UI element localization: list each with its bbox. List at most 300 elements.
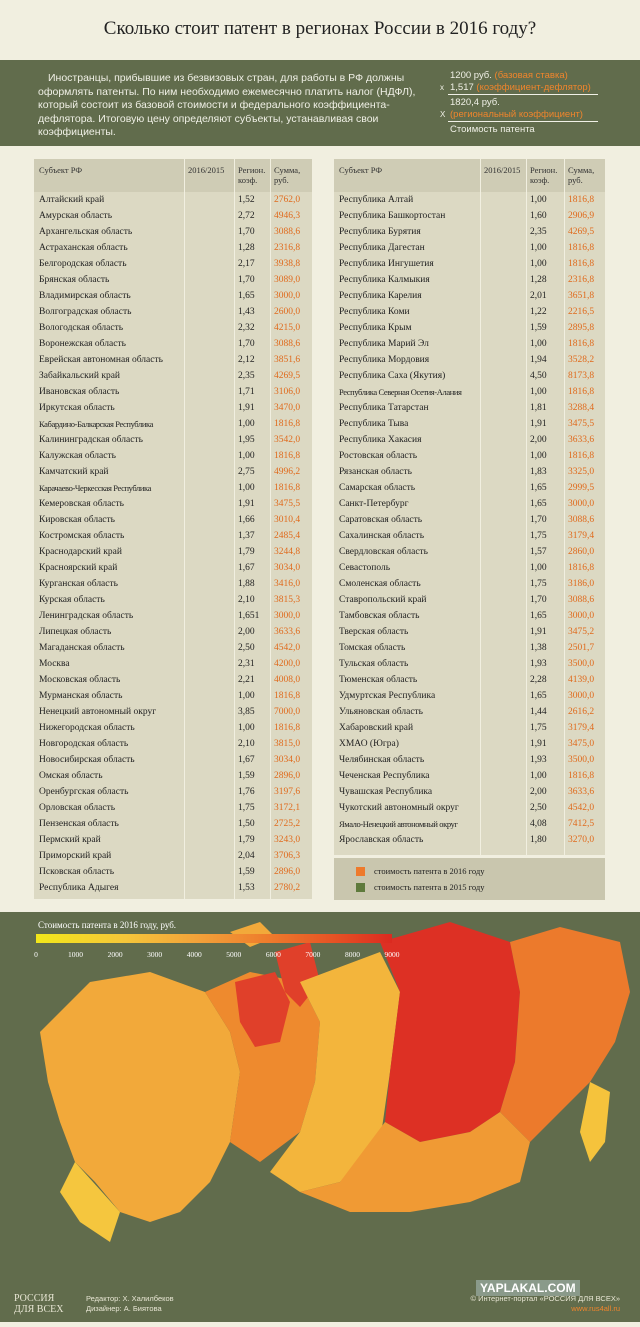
legend-item-2016	[356, 866, 484, 876]
region-coef: 1,52	[238, 195, 255, 205]
region-coef: 1,00	[530, 339, 547, 349]
region-coef: 1,66	[238, 515, 255, 525]
region-name: Республика Ингушетия	[339, 259, 434, 269]
region-name: Тульская область	[339, 659, 409, 669]
multiply-op-2: X	[440, 110, 446, 119]
region-name: Тверская область	[339, 627, 409, 637]
region-coef: 1,79	[238, 547, 255, 557]
region-sum: 3706,3	[274, 851, 301, 861]
scale-tick-label: 6000	[265, 950, 281, 959]
region-name: Ненецкий автономный округ	[39, 707, 157, 717]
region-name: Ярославская область	[339, 835, 424, 845]
region-name: Кемеровская область	[39, 499, 125, 509]
region-sum: 4215,0	[274, 323, 301, 333]
region-coef: 1,91	[530, 739, 547, 749]
region-name: Ленинградская область	[39, 611, 134, 621]
region-name: Приморский край	[39, 851, 112, 861]
region-sum: 3815,3	[274, 595, 301, 605]
region-coef: 1,37	[238, 531, 255, 541]
region-sum: 2895,8	[568, 323, 595, 333]
region-coef: 1,00	[530, 387, 547, 397]
region-coef: 1,43	[238, 307, 255, 317]
region-name: Республика Крым	[339, 323, 412, 333]
region-coef: 2,04	[238, 851, 255, 861]
region-sum: 3000,0	[274, 291, 301, 301]
region-coef: 2,10	[238, 739, 255, 749]
region-coef: 1,71	[238, 387, 255, 397]
watermark: YAPLAKAL.COM	[476, 1280, 580, 1296]
region-coef: 1,70	[530, 595, 547, 605]
region-coef: 1,44	[530, 707, 547, 717]
table-left	[34, 159, 312, 899]
designer-credit: Дизайнер: А. Биятова	[86, 1304, 162, 1313]
region-coef: 1,70	[530, 515, 547, 525]
region-coef: 2,00	[530, 435, 547, 445]
region-name: Архангельская область	[39, 227, 133, 237]
header-sum: Сумма, руб.	[568, 165, 595, 185]
region-coef: 1,00	[238, 419, 255, 429]
region-sum: 2600,0	[274, 307, 301, 317]
formula-divider	[448, 94, 598, 95]
region-name: Чукотский автономный округ	[339, 803, 459, 813]
region-sum: 1816,8	[274, 419, 301, 429]
scale-bar	[36, 934, 392, 943]
region-sum: 3034,0	[274, 755, 301, 765]
scale-tick-label: 0	[34, 950, 38, 959]
region-coef: 1,00	[530, 563, 547, 573]
region-coef: 1,76	[238, 787, 255, 797]
map-region-far-east	[500, 927, 630, 1142]
region-sum: 3528,2	[568, 355, 595, 365]
region-coef: 2,50	[238, 643, 255, 653]
region-name: Вологодская область	[39, 323, 124, 333]
region-sum: 3197,6	[274, 787, 301, 797]
region-coef: 1,67	[238, 755, 255, 765]
header-coef: Регион. коэф.	[238, 165, 266, 185]
region-coef: 1,79	[238, 835, 255, 845]
region-sum: 1816,8	[274, 723, 301, 733]
region-coef: 1,70	[238, 275, 255, 285]
region-sum: 3000,0	[274, 611, 301, 621]
region-sum: 1816,8	[568, 259, 595, 269]
region-sum: 2860,0	[568, 547, 595, 557]
region-coef: 4,50	[530, 371, 547, 381]
region-sum: 4269,5	[568, 227, 595, 237]
region-name: Костромская область	[39, 531, 125, 541]
footer-logo	[14, 1293, 63, 1315]
region-coef: 2,10	[238, 595, 255, 605]
region-name: Амурская область	[39, 211, 113, 221]
region-sum: 3416,0	[274, 579, 301, 589]
region-sum: 4946,3	[274, 211, 301, 221]
region-sum: 4200,0	[274, 659, 301, 669]
region-name: Удмуртская Республика	[339, 691, 436, 701]
region-coef: 1,00	[530, 243, 547, 253]
region-name: Тамбовская область	[339, 611, 420, 621]
region-sum: 1816,8	[568, 771, 595, 781]
region-name: Республика Коми	[339, 307, 410, 317]
region-sum: 4996,2	[274, 467, 301, 477]
header-subject: Субъект РФ	[39, 165, 83, 175]
region-name: Липецкая область	[39, 627, 112, 637]
region-coef: 1,93	[530, 659, 547, 669]
region-coef: 1,75	[238, 803, 255, 813]
region-coef: 1,65	[530, 691, 547, 701]
region-coef: 1,50	[238, 819, 255, 829]
region-name: Республика Татарстан	[339, 403, 429, 413]
region-name: Омская область	[39, 771, 103, 781]
region-coef: 2,21	[238, 675, 255, 685]
region-sum: 3475,5	[568, 419, 595, 429]
region-sum: 1816,8	[568, 195, 595, 205]
region-sum: 3815,0	[274, 739, 301, 749]
region-coef: 1,00	[530, 771, 547, 781]
region-coef: 2,12	[238, 355, 255, 365]
region-name: Севастополь	[339, 563, 391, 573]
region-sum: 3000,0	[568, 611, 595, 621]
region-coef: 1,88	[238, 579, 255, 589]
footer-credits	[86, 1294, 174, 1314]
region-sum: 3475,5	[274, 499, 301, 509]
region-sum: 3106,0	[274, 387, 301, 397]
region-coef: 1,00	[238, 483, 255, 493]
region-coef: 1,00	[530, 451, 547, 461]
region-coef: 1,91	[530, 419, 547, 429]
region-name: Москва	[39, 659, 70, 669]
legend-label-2015: стоимость патента в 2015 году	[374, 882, 485, 892]
region-coef: 1,59	[530, 323, 547, 333]
intro-panel	[0, 60, 640, 146]
region-sum: 2485,4	[274, 531, 301, 541]
region-coef: 1,60	[530, 211, 547, 221]
region-coef: 1,38	[530, 643, 547, 653]
result-label: Стоимость патента	[450, 124, 535, 135]
region-sum: 3633,6	[568, 435, 595, 445]
region-coef: 1,93	[530, 755, 547, 765]
scale-tick-label: 4000	[186, 950, 202, 959]
region-coef: 1,83	[530, 467, 547, 477]
region-coef: 2,00	[530, 787, 547, 797]
region-coef: 1,00	[530, 259, 547, 269]
region-name: Орловская область	[39, 803, 116, 813]
region-name: Нижегородская область	[39, 723, 135, 733]
logo-line-1: РОССИЯ	[14, 1293, 55, 1304]
footer-copyright	[471, 1294, 620, 1314]
page-title: Сколько стоит патент в регионах России в 2016 году?	[103, 18, 537, 39]
region-sum: 8173,8	[568, 371, 595, 381]
region-name: Тюменская область	[339, 675, 418, 685]
region-name: Республика Хакасия	[339, 435, 422, 445]
region-name: Республика Тыва	[339, 419, 409, 429]
region-coef: 1,67	[238, 563, 255, 573]
header-sum: Сумма, руб.	[274, 165, 301, 185]
region-sum: 3470,0	[274, 403, 301, 413]
region-name: Алтайский край	[39, 195, 105, 205]
scale-tick-label: 2000	[107, 950, 123, 959]
region-name: Псковская область	[39, 867, 115, 877]
region-sum: 3186,0	[568, 579, 595, 589]
region-sum: 3938,8	[274, 259, 301, 269]
region-sum: 1816,8	[274, 451, 301, 461]
region-coef: 1,28	[238, 243, 255, 253]
region-name: Ямало-Ненецкий автономный округ	[339, 819, 458, 829]
region-coef: 2,50	[530, 803, 547, 813]
region-sum: 3088,6	[568, 515, 595, 525]
russia-map	[0, 912, 640, 1322]
region-sum: 3500,0	[568, 659, 595, 669]
scale-tick-label: 8000	[344, 950, 360, 959]
region-sum: 4269,5	[274, 371, 301, 381]
region-sum: 7000,0	[274, 707, 301, 717]
region-sum: 3243,0	[274, 835, 301, 845]
region-sum: 4008,0	[274, 675, 301, 685]
region-coef: 1,65	[530, 611, 547, 621]
region-sum: 2316,8	[568, 275, 595, 285]
region-sum: 1816,8	[568, 339, 595, 349]
region-name: Краснодарский край	[39, 547, 122, 557]
multiply-op: x	[440, 83, 444, 92]
region-name: Саратовская область	[339, 515, 423, 525]
region-sum: 2896,0	[274, 771, 301, 781]
scale-title: Стоимость патента в 2016 году, руб.	[38, 920, 177, 930]
region-name: Ульяновская область	[339, 707, 424, 717]
region-coef: 2,31	[238, 659, 255, 669]
region-name: Московская область	[39, 675, 121, 685]
region-name: Республика Бурятия	[339, 227, 421, 237]
deflator-value: 1,517	[450, 82, 474, 93]
region-name: Карачаево-Черкесская Республика	[39, 483, 152, 493]
legend-item-2015	[356, 882, 484, 892]
region-name: Еврейская автономная область	[39, 355, 163, 365]
region-coef: 1,75	[530, 531, 547, 541]
region-sum: 3475,2	[568, 627, 595, 637]
region-name: Пензенская область	[39, 819, 119, 829]
region-sum: 2501,7	[568, 643, 595, 653]
region-coef: 1,651	[238, 611, 260, 621]
mid-value: 1820,4 руб.	[450, 97, 500, 108]
region-coef: 1,28	[530, 275, 547, 285]
region-sum: 3633,6	[568, 787, 595, 797]
region-sum: 3633,6	[274, 627, 301, 637]
region-name: Курская область	[39, 595, 105, 605]
region-sum: 1816,8	[568, 451, 595, 461]
region-name: Республика Дагестан	[339, 243, 425, 253]
region-coef: 1,00	[238, 451, 255, 461]
legend-swatch-2016	[356, 867, 365, 876]
region-name: Санкт-Петербург	[339, 499, 409, 509]
region-name: Рязанская область	[339, 467, 412, 477]
region-name: Белгородская область	[39, 259, 127, 269]
region-coef: 1,65	[530, 483, 547, 493]
region-coef: 1,22	[530, 307, 547, 317]
region-coef: 1,75	[530, 579, 547, 589]
region-name: Республика Марий Эл	[339, 339, 429, 349]
region-coef: 2,35	[530, 227, 547, 237]
region-sum: 3851,6	[274, 355, 301, 365]
region-name: Челябинская область	[339, 755, 425, 765]
region-sum: 2896,0	[274, 867, 301, 877]
site-url-link[interactable]: www.rus4all.ru	[571, 1304, 620, 1313]
region-coef: 2,75	[238, 467, 255, 477]
region-name: Ростовская область	[339, 451, 418, 461]
region-coef: 1,65	[238, 291, 255, 301]
region-coef: 1,94	[530, 355, 547, 365]
region-coef: 1,70	[238, 227, 255, 237]
region-coef: 4,08	[530, 819, 547, 829]
region-name: Иркутская область	[39, 403, 115, 413]
region-name: Красноярский край	[39, 563, 118, 573]
region-name: Республика Саха (Якутия)	[339, 371, 446, 381]
region-sum: 3088,6	[568, 595, 595, 605]
region-name: Оренбургская область	[39, 787, 129, 797]
region-coef: 2,17	[238, 259, 255, 269]
region-coef: 1,95	[238, 435, 255, 445]
region-name: Республика Башкортостан	[339, 211, 446, 221]
header-coef: Регион. коэф.	[530, 165, 558, 185]
base-label: (базовая ставка)	[494, 70, 568, 81]
region-coef: 1,57	[530, 547, 547, 557]
region-name: Сахалинская область	[339, 531, 425, 541]
region-sum: 3000,0	[568, 691, 595, 701]
region-name: Забайкальский край	[39, 371, 120, 381]
region-name: Новгородская область	[39, 739, 129, 749]
scale-tick-label: 3000	[147, 950, 163, 959]
region-coef: 1,53	[238, 883, 255, 893]
region-coef: 1,00	[238, 723, 255, 733]
region-name: Республика Калмыкия	[339, 275, 430, 285]
region-name: Калужская область	[39, 451, 116, 461]
legend-swatch-2015	[356, 883, 365, 892]
region-sum: 1816,8	[274, 691, 301, 701]
region-name: Республика Северная Осетия-Алания	[339, 387, 462, 397]
region-name: Чеченская Республика	[339, 771, 430, 781]
copyright-text: © Интернет-портал «РОССИЯ ДЛЯ ВСЕХ»	[470, 1294, 620, 1303]
region-name: Курганская область	[39, 579, 118, 589]
region-sum: 1816,8	[568, 387, 595, 397]
region-sum: 3088,6	[274, 339, 301, 349]
region-coef: 1,59	[238, 771, 255, 781]
region-sum: 3179,4	[568, 531, 595, 541]
region-coef: 1,65	[530, 499, 547, 509]
region-sum: 3010,4	[274, 515, 301, 525]
region-sum: 3179,4	[568, 723, 595, 733]
region-coef: 1,81	[530, 403, 547, 413]
regional-label: (региональный коэффициент)	[450, 109, 583, 120]
region-sum: 2762,0	[274, 195, 301, 205]
formula-block	[440, 70, 630, 136]
region-name: Мурманская область	[39, 691, 123, 701]
region-name: Новосибирская область	[39, 755, 135, 765]
region-coef: 2,35	[238, 371, 255, 381]
region-name: Пермский край	[39, 835, 101, 845]
region-sum: 3325,0	[568, 467, 595, 477]
region-name: Волгоградская область	[39, 307, 132, 317]
region-sum: 2616,2	[568, 707, 595, 717]
region-name: ХМАО (Югра)	[339, 739, 399, 749]
region-sum: 3172,1	[274, 803, 301, 813]
region-coef: 2,28	[530, 675, 547, 685]
region-coef: 3,85	[238, 707, 255, 717]
region-sum: 2216,5	[568, 307, 595, 317]
region-name: Смоленская область	[339, 579, 421, 589]
region-sum: 3475,0	[568, 739, 595, 749]
region-coef: 2,00	[238, 627, 255, 637]
region-coef: 1,00	[238, 691, 255, 701]
region-name: Ивановская область	[39, 387, 120, 397]
region-sum: 7412,5	[568, 819, 595, 829]
region-coef: 1,80	[530, 835, 547, 845]
header-subject: Субъект РФ	[339, 165, 383, 175]
region-name: Самарская область	[339, 483, 416, 493]
logo-line-2: ДЛЯ ВСЕХ	[14, 1304, 64, 1315]
region-sum: 4542,0	[274, 643, 301, 653]
region-sum: 2725,2	[274, 819, 301, 829]
region-name: Камчатский край	[39, 467, 109, 477]
region-sum: 2780,2	[274, 883, 301, 893]
header-period: 2016/2015	[188, 165, 225, 175]
region-coef: 2,32	[238, 323, 255, 333]
region-sum: 2999,5	[568, 483, 595, 493]
region-sum: 3034,0	[274, 563, 301, 573]
region-sum: 3270,0	[568, 835, 595, 845]
map-panel	[0, 912, 640, 1322]
region-sum: 3244,8	[274, 547, 301, 557]
region-sum: 4542,0	[568, 803, 595, 813]
region-sum: 3089,0	[274, 275, 301, 285]
region-name: Хабаровский край	[339, 723, 414, 733]
region-name: Кировская область	[39, 515, 116, 525]
region-name: Свердловская область	[339, 547, 429, 557]
region-coef: 1,91	[530, 627, 547, 637]
region-coef: 1,91	[238, 403, 255, 413]
region-name: Томская область	[339, 643, 406, 653]
region-coef: 1,70	[238, 339, 255, 349]
region-coef: 1,75	[530, 723, 547, 733]
scale-tick-label: 7000	[305, 950, 321, 959]
region-name: Республика Мордовия	[339, 355, 430, 365]
table-right	[334, 159, 605, 855]
region-name: Республика Алтай	[339, 195, 414, 205]
region-name: Кабардино-Балкарская Республика	[39, 419, 153, 429]
region-name: Владимирская область	[39, 291, 131, 301]
region-sum: 3000,0	[568, 499, 595, 509]
base-value: 1200 руб.	[450, 70, 492, 81]
region-coef: 1,00	[530, 195, 547, 205]
region-name: Республика Карелия	[339, 291, 422, 301]
region-coef: 1,59	[238, 867, 255, 877]
header-period: 2016/2015	[484, 165, 521, 175]
region-sum: 1816,8	[568, 563, 595, 573]
region-sum: 1816,8	[274, 483, 301, 493]
region-sum: 2316,8	[274, 243, 301, 253]
map-region-yakutia	[380, 922, 520, 1142]
region-sum: 1816,8	[568, 243, 595, 253]
region-coef: 1,91	[238, 499, 255, 509]
region-sum: 3500,0	[568, 755, 595, 765]
region-sum: 3288,4	[568, 403, 595, 413]
legend-label-2016: стоимость патента в 2016 году	[374, 866, 485, 876]
region-coef: 2,01	[530, 291, 547, 301]
region-sum: 3088,6	[274, 227, 301, 237]
scale-tick-label: 9000	[384, 950, 400, 959]
region-name: Калининградская область	[39, 435, 143, 445]
region-name: Чувашская Республика	[339, 787, 433, 797]
region-coef: 2,72	[238, 211, 255, 221]
formula-divider-2	[448, 121, 598, 122]
region-name: Брянская область	[39, 275, 110, 285]
deflator-label: (коэффициент-дефлятор)	[476, 82, 591, 93]
legend	[334, 858, 605, 900]
